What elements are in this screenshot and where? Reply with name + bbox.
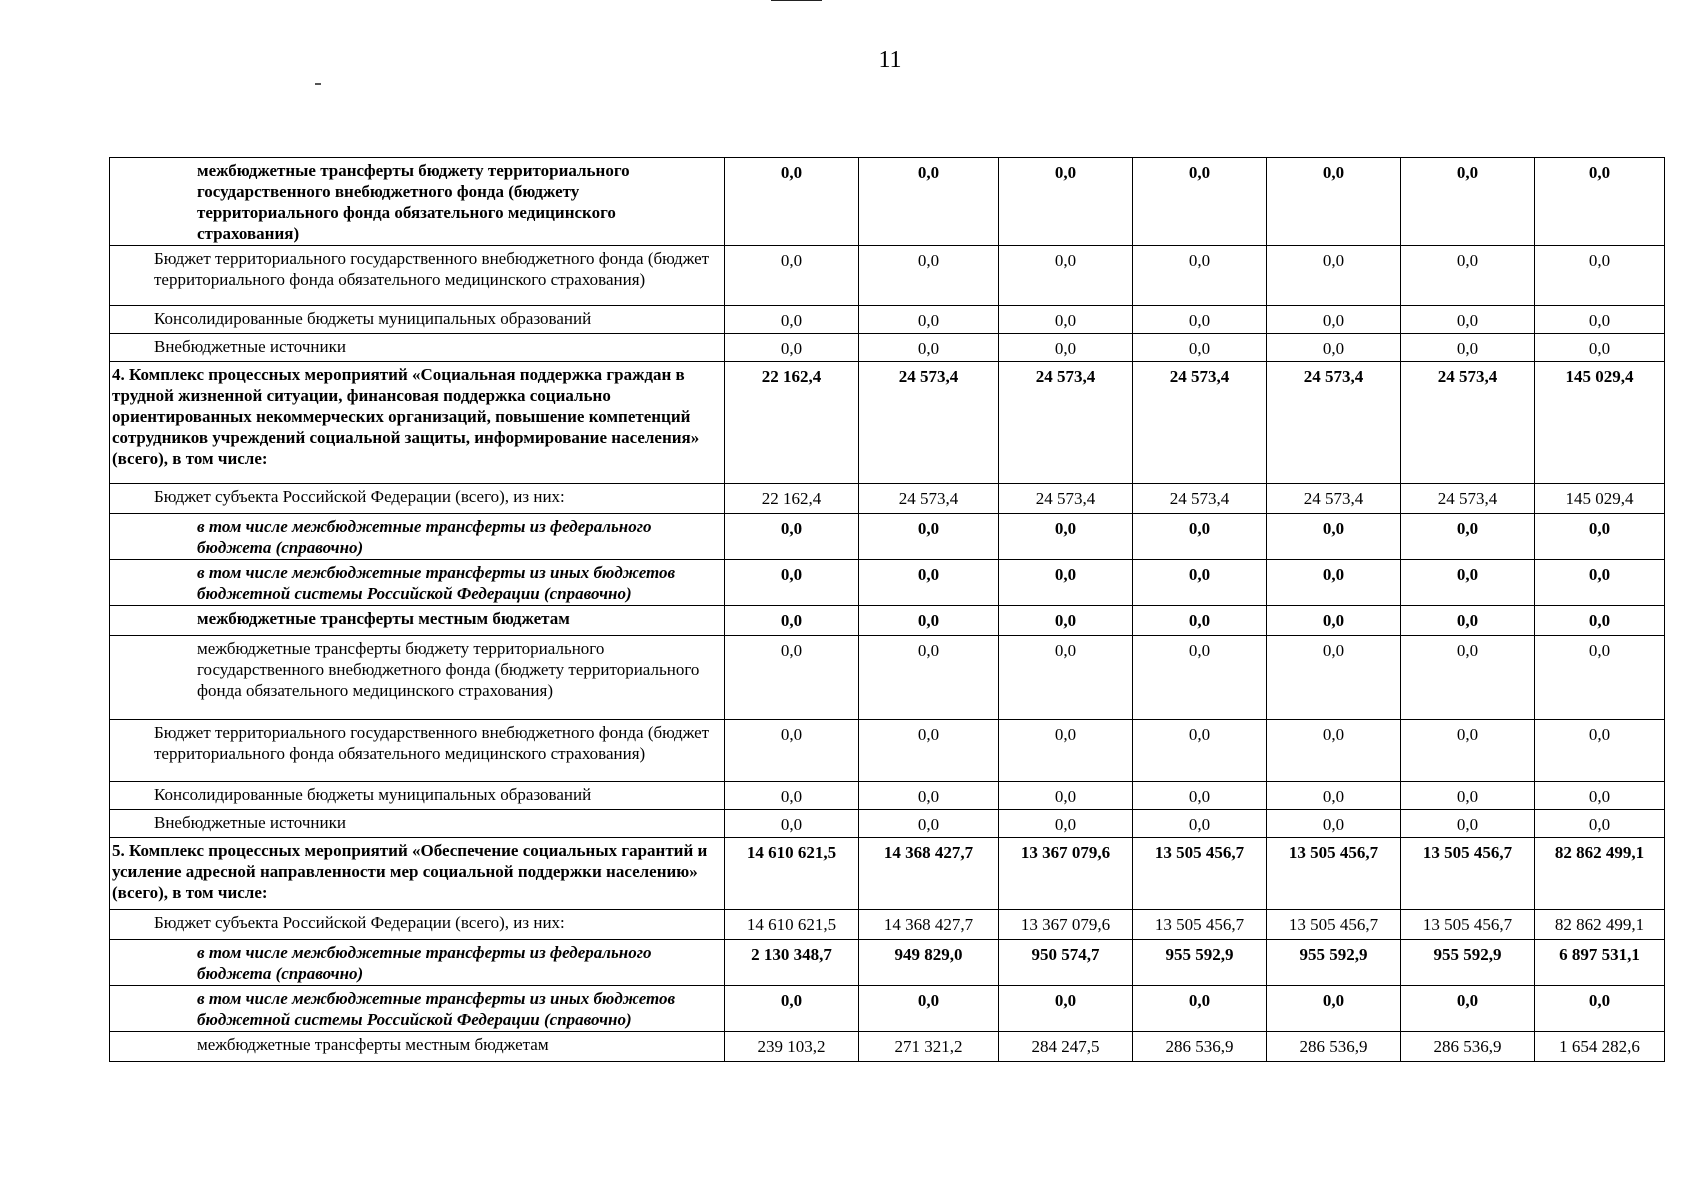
row-label: межбюджетные трансферты местным бюджетам xyxy=(110,606,725,636)
value-cell: 0,0 xyxy=(1133,246,1267,306)
value-cell: 0,0 xyxy=(859,334,999,362)
budget-table xyxy=(109,157,1665,1062)
value-cell: 239 103,2 xyxy=(725,1032,859,1062)
value-cell: 0,0 xyxy=(1401,636,1535,720)
value-cell: 0,0 xyxy=(1133,606,1267,636)
value-cell: 0,0 xyxy=(999,514,1133,560)
value-cell: 0,0 xyxy=(859,158,999,246)
value-cell: 0,0 xyxy=(1535,810,1665,838)
value-cell: 0,0 xyxy=(1535,782,1665,810)
row-label: Консолидированные бюджеты муниципальных образований xyxy=(110,782,725,810)
value-cell: 0,0 xyxy=(1267,560,1401,606)
value-cell: 0,0 xyxy=(1535,246,1665,306)
page-number: 11 xyxy=(878,47,902,73)
value-cell: 0,0 xyxy=(725,810,859,838)
table-row xyxy=(110,362,1665,484)
value-cell: 0,0 xyxy=(1401,334,1535,362)
value-cell: 24 573,4 xyxy=(859,362,999,484)
value-cell: 0,0 xyxy=(999,246,1133,306)
value-cell: 0,0 xyxy=(1267,810,1401,838)
value-cell: 0,0 xyxy=(725,636,859,720)
value-cell: 0,0 xyxy=(999,986,1133,1032)
value-cell: 0,0 xyxy=(1401,560,1535,606)
value-cell: 0,0 xyxy=(859,606,999,636)
value-cell: 0,0 xyxy=(1535,158,1665,246)
value-cell: 0,0 xyxy=(1267,334,1401,362)
value-cell: 0,0 xyxy=(1133,810,1267,838)
row-label: 5. Комплекс процессных мероприятий «Обеспечение социальных гарантий и усиление адресной направленности мер социальной поддержки населению» (всего), в том числе: xyxy=(110,838,725,910)
value-cell: 0,0 xyxy=(1535,306,1665,334)
value-cell: 949 829,0 xyxy=(859,940,999,986)
value-cell: 24 573,4 xyxy=(999,362,1133,484)
value-cell: 24 573,4 xyxy=(999,484,1133,514)
row-label: межбюджетные трансферты местным бюджетам xyxy=(110,1032,725,1062)
value-cell: 0,0 xyxy=(859,810,999,838)
value-cell: 955 592,9 xyxy=(1401,940,1535,986)
value-cell: 0,0 xyxy=(1535,606,1665,636)
row-label: в том числе межбюджетные трансферты из федерального бюджета (справочно) xyxy=(110,940,725,986)
value-cell: 14 368 427,7 xyxy=(859,910,999,940)
value-cell: 0,0 xyxy=(1267,636,1401,720)
value-cell: 0,0 xyxy=(1267,246,1401,306)
value-cell: 82 862 499,1 xyxy=(1535,838,1665,910)
value-cell: 0,0 xyxy=(1401,606,1535,636)
value-cell: 0,0 xyxy=(859,560,999,606)
value-cell: 24 573,4 xyxy=(1401,362,1535,484)
row-label: Бюджет территориального государственного внебюджетного фонда (бюджет территориального фонда обязательного медицинского страхования) xyxy=(110,720,725,782)
value-cell: 0,0 xyxy=(1133,514,1267,560)
value-cell: 0,0 xyxy=(1401,306,1535,334)
value-cell: 0,0 xyxy=(859,720,999,782)
value-cell: 13 505 456,7 xyxy=(1267,910,1401,940)
value-cell: 284 247,5 xyxy=(999,1032,1133,1062)
value-cell: 24 573,4 xyxy=(1401,484,1535,514)
table-row xyxy=(110,838,1665,910)
row-label: Бюджет территориального государственного внебюджетного фонда (бюджет территориального фонда обязательного медицинского страхования) xyxy=(110,246,725,306)
value-cell: 82 862 499,1 xyxy=(1535,910,1665,940)
value-cell: 24 573,4 xyxy=(1133,484,1267,514)
table-row xyxy=(110,334,1665,362)
stray-mark xyxy=(315,83,321,85)
value-cell: 6 897 531,1 xyxy=(1535,940,1665,986)
value-cell: 13 505 456,7 xyxy=(1133,910,1267,940)
row-label: 4. Комплекс процессных мероприятий «Социальная поддержка граждан в трудной жизненной ситуации, финансовая поддержка социально ориентированных некоммерческих организаций, повышение компетенций сотрудников учреждений социальной защиты, информирование населения» (всего), в том числе: xyxy=(110,362,725,484)
value-cell: 0,0 xyxy=(1133,720,1267,782)
value-cell: 0,0 xyxy=(1267,306,1401,334)
value-cell: 0,0 xyxy=(859,306,999,334)
value-cell: 0,0 xyxy=(1267,986,1401,1032)
value-cell: 0,0 xyxy=(1133,334,1267,362)
value-cell: 13 505 456,7 xyxy=(1401,910,1535,940)
value-cell: 0,0 xyxy=(725,246,859,306)
value-cell: 0,0 xyxy=(859,246,999,306)
value-cell: 0,0 xyxy=(859,782,999,810)
value-cell: 0,0 xyxy=(725,606,859,636)
value-cell: 145 029,4 xyxy=(1535,362,1665,484)
table-row xyxy=(110,306,1665,334)
value-cell: 950 574,7 xyxy=(999,940,1133,986)
value-cell: 0,0 xyxy=(999,560,1133,606)
table-row xyxy=(110,940,1665,986)
value-cell: 0,0 xyxy=(1133,636,1267,720)
value-cell: 0,0 xyxy=(859,986,999,1032)
value-cell: 13 505 456,7 xyxy=(1401,838,1535,910)
row-label: в том числе межбюджетные трансферты из иных бюджетов бюджетной системы Российской Федерации (справочно) xyxy=(110,560,725,606)
value-cell: 0,0 xyxy=(999,636,1133,720)
value-cell: 0,0 xyxy=(725,986,859,1032)
value-cell: 271 321,2 xyxy=(859,1032,999,1062)
value-cell: 14 368 427,7 xyxy=(859,838,999,910)
value-cell: 0,0 xyxy=(999,306,1133,334)
row-label: Внебюджетные источники xyxy=(110,810,725,838)
value-cell: 0,0 xyxy=(859,636,999,720)
value-cell: 286 536,9 xyxy=(1133,1032,1267,1062)
value-cell: 0,0 xyxy=(1267,720,1401,782)
value-cell: 0,0 xyxy=(999,782,1133,810)
value-cell: 0,0 xyxy=(1535,636,1665,720)
value-cell: 14 610 621,5 xyxy=(725,838,859,910)
value-cell: 0,0 xyxy=(999,334,1133,362)
value-cell: 0,0 xyxy=(1133,986,1267,1032)
value-cell: 0,0 xyxy=(1535,514,1665,560)
value-cell: 0,0 xyxy=(1535,560,1665,606)
value-cell: 13 367 079,6 xyxy=(999,838,1133,910)
table-row xyxy=(110,720,1665,782)
value-cell: 0,0 xyxy=(859,514,999,560)
row-label: в том числе межбюджетные трансферты из федерального бюджета (справочно) xyxy=(110,514,725,560)
row-label: Внебюджетные источники xyxy=(110,334,725,362)
table-row xyxy=(110,1032,1665,1062)
top-edge-mark xyxy=(771,0,822,1)
value-cell: 0,0 xyxy=(1133,782,1267,810)
value-cell: 13 505 456,7 xyxy=(1267,838,1401,910)
table-body xyxy=(110,158,1665,1062)
value-cell: 13 505 456,7 xyxy=(1133,838,1267,910)
value-cell: 0,0 xyxy=(1267,606,1401,636)
value-cell: 0,0 xyxy=(999,810,1133,838)
table-row xyxy=(110,636,1665,720)
table-row xyxy=(110,606,1665,636)
value-cell: 24 573,4 xyxy=(1133,362,1267,484)
value-cell: 0,0 xyxy=(1133,560,1267,606)
value-cell: 955 592,9 xyxy=(1267,940,1401,986)
value-cell: 0,0 xyxy=(725,514,859,560)
value-cell: 0,0 xyxy=(725,158,859,246)
row-label: в том числе межбюджетные трансферты из иных бюджетов бюджетной системы Российской Федерации (справочно) xyxy=(110,986,725,1032)
value-cell: 22 162,4 xyxy=(725,484,859,514)
value-cell: 0,0 xyxy=(999,720,1133,782)
value-cell: 0,0 xyxy=(1401,810,1535,838)
table-row xyxy=(110,810,1665,838)
value-cell: 0,0 xyxy=(1267,514,1401,560)
table-row xyxy=(110,484,1665,514)
value-cell: 0,0 xyxy=(1133,306,1267,334)
value-cell: 0,0 xyxy=(999,158,1133,246)
value-cell: 24 573,4 xyxy=(1267,362,1401,484)
table-row xyxy=(110,514,1665,560)
value-cell: 14 610 621,5 xyxy=(725,910,859,940)
value-cell: 0,0 xyxy=(999,606,1133,636)
value-cell: 0,0 xyxy=(1401,246,1535,306)
table-row xyxy=(110,158,1665,246)
value-cell: 0,0 xyxy=(1401,720,1535,782)
value-cell: 0,0 xyxy=(725,306,859,334)
value-cell: 145 029,4 xyxy=(1535,484,1665,514)
value-cell: 0,0 xyxy=(1267,158,1401,246)
value-cell: 13 367 079,6 xyxy=(999,910,1133,940)
value-cell: 286 536,9 xyxy=(1267,1032,1401,1062)
table-row xyxy=(110,782,1665,810)
value-cell: 0,0 xyxy=(1535,334,1665,362)
value-cell: 0,0 xyxy=(725,334,859,362)
table-row xyxy=(110,246,1665,306)
value-cell: 0,0 xyxy=(1401,158,1535,246)
row-label: межбюджетные трансферты бюджету территориального государственного внебюджетного фонда (бюджету территориального фонда обязательного медицинского страхования) xyxy=(110,158,725,246)
row-label: Консолидированные бюджеты муниципальных образований xyxy=(110,306,725,334)
value-cell: 0,0 xyxy=(725,560,859,606)
row-label: межбюджетные трансферты бюджету территориального государственного внебюджетного фонда (бюджету территориального фонда обязательного медицинского страхования) xyxy=(110,636,725,720)
table-row xyxy=(110,910,1665,940)
value-cell: 0,0 xyxy=(1401,514,1535,560)
value-cell: 0,0 xyxy=(1401,782,1535,810)
value-cell: 1 654 282,6 xyxy=(1535,1032,1665,1062)
value-cell: 0,0 xyxy=(1133,158,1267,246)
value-cell: 0,0 xyxy=(1267,782,1401,810)
value-cell: 0,0 xyxy=(1535,986,1665,1032)
value-cell: 955 592,9 xyxy=(1133,940,1267,986)
value-cell: 22 162,4 xyxy=(725,362,859,484)
value-cell: 24 573,4 xyxy=(859,484,999,514)
value-cell: 0,0 xyxy=(725,782,859,810)
row-label: Бюджет субъекта Российской Федерации (всего), из них: xyxy=(110,484,725,514)
table-row xyxy=(110,560,1665,606)
table-row xyxy=(110,986,1665,1032)
value-cell: 286 536,9 xyxy=(1401,1032,1535,1062)
value-cell: 24 573,4 xyxy=(1267,484,1401,514)
row-label: Бюджет субъекта Российской Федерации (всего), из них: xyxy=(110,910,725,940)
value-cell: 0,0 xyxy=(1401,986,1535,1032)
value-cell: 0,0 xyxy=(1535,720,1665,782)
value-cell: 2 130 348,7 xyxy=(725,940,859,986)
value-cell: 0,0 xyxy=(725,720,859,782)
